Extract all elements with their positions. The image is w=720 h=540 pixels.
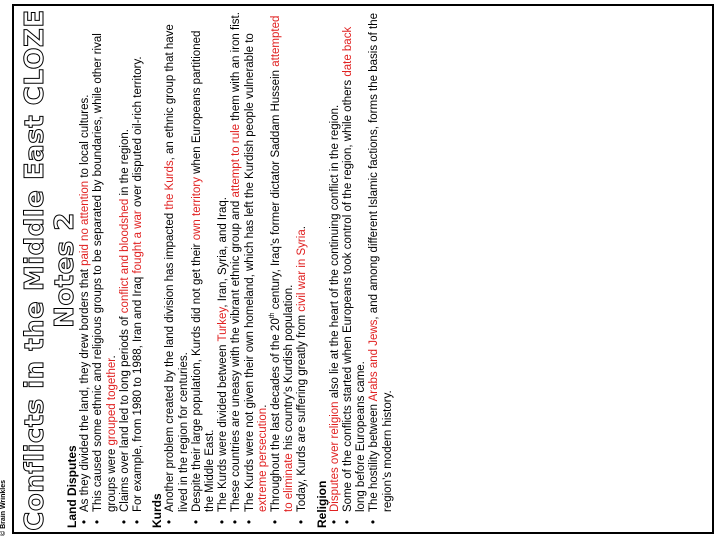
- bullet-text: Today, Kurds are suffering greatly from: [296, 311, 309, 512]
- bullet-item: [191, 12, 217, 512]
- bullet-item: [296, 12, 309, 512]
- notes-body: [60, 12, 395, 528]
- bullet-text: The Kurds were divided between: [217, 341, 230, 512]
- bullet-item: [164, 12, 190, 512]
- bullet-text: These countries are uneasy with the vibrant ethnic group and: [230, 197, 243, 512]
- bullet-list: [329, 12, 395, 528]
- copyright-text: © Brain Wrinkles: [0, 480, 7, 536]
- bullet-text: his country’s Kurdish population.: [283, 284, 296, 454]
- cloze-answer: attempt to rule: [230, 123, 243, 198]
- section-heading: Land Disputes: [65, 445, 79, 528]
- bullet-text: , and among different Islamic factions, forms the basis of the region’s modern history.: [368, 12, 394, 512]
- bullet-item: [244, 12, 270, 512]
- cloze-answer: Disputes over religion: [328, 401, 341, 512]
- cloze-answer: own territory: [190, 177, 203, 241]
- bullet-text: .: [296, 226, 309, 230]
- bullet-text: , Iran, Syria, and Iraq.: [217, 197, 230, 308]
- bullet-item: [92, 12, 118, 512]
- cloze-answer: the Kurds: [164, 160, 177, 210]
- bullet-text: when Europeans partitioned the Middle East.: [190, 30, 217, 512]
- bullet-text: .: [105, 355, 118, 359]
- cloze-answer: attempted to eliminate: [270, 15, 296, 512]
- bullet-text: Despite their large population, Kurds did not get their: [190, 240, 203, 512]
- bullet-item: [119, 12, 132, 512]
- bullet-text: them with an iron fist.: [230, 12, 243, 124]
- section-heading: Kurds: [150, 493, 165, 528]
- bullet-text: The hostility between: [368, 401, 381, 512]
- cloze-answer: grouped together: [105, 358, 118, 446]
- bullet-item: [79, 12, 92, 512]
- cloze-answer: date back: [342, 26, 355, 77]
- bullet-list: [164, 12, 309, 528]
- cloze-answer: paid no attention: [79, 180, 92, 266]
- bullet-text: Throughout the last decades of the 20: [270, 318, 283, 512]
- bullet-item: [329, 12, 342, 512]
- bullet-text: For example, from 1980 to 1988, Iran and Iraq: [132, 273, 145, 512]
- bullet-item: [342, 12, 368, 512]
- cloze-answer: extreme persecution: [256, 407, 269, 512]
- bullet-item: [368, 12, 394, 512]
- bullet-text: in the region.: [118, 129, 131, 199]
- cloze-answer: Turkey: [217, 307, 230, 342]
- slide-title: Conflicts in the Middle East CLOZE Notes 2: [20, 9, 80, 531]
- superscript: th: [269, 312, 277, 319]
- cloze-answer: conflict and bloodshed: [118, 198, 131, 314]
- bullet-text: , an ethnic group that have lived in the region for centuries.: [164, 24, 190, 512]
- bullet-item: [270, 12, 296, 512]
- bullet-text: over disputed oil-rich territory.: [132, 56, 145, 211]
- bullet-text: This caused some ethnic and religious groups to be separated by boundaries, while other rival groups were: [92, 33, 118, 512]
- bullet-text: long before Europeans came.: [355, 361, 368, 512]
- bullet-text: As they divided the land, they drew borders that: [79, 265, 92, 512]
- bullet-text: .: [256, 404, 269, 408]
- bullet-item: [217, 12, 230, 512]
- section-heading: Religion: [314, 480, 329, 528]
- cloze-answer: fought a war: [132, 210, 145, 274]
- bullet-text: also lie at the heart of the continuing conflict in the region.: [328, 104, 341, 402]
- bullet-text: Claims over land led to long periods of: [118, 313, 131, 512]
- cloze-answer: civil war in Syria: [296, 229, 309, 312]
- bullet-item: [230, 12, 243, 512]
- bullet-text: The Kurds were not given their own homeland, which has left the Kurdish people vulnerable to: [243, 33, 256, 512]
- bullet-text: Some of the conflicts started when Europeans took control of the region, while others: [342, 76, 355, 512]
- bullet-list: [79, 12, 145, 528]
- cloze-answer: Arabs and Jews: [368, 319, 381, 402]
- bullet-text: Another problem created by the land division has impacted: [164, 209, 177, 512]
- bullet-item: [132, 12, 145, 512]
- bullet-text: to local cultures.: [79, 94, 92, 181]
- bullet-text: century, Iraq’s former dictator Saddam Hussein: [270, 66, 283, 313]
